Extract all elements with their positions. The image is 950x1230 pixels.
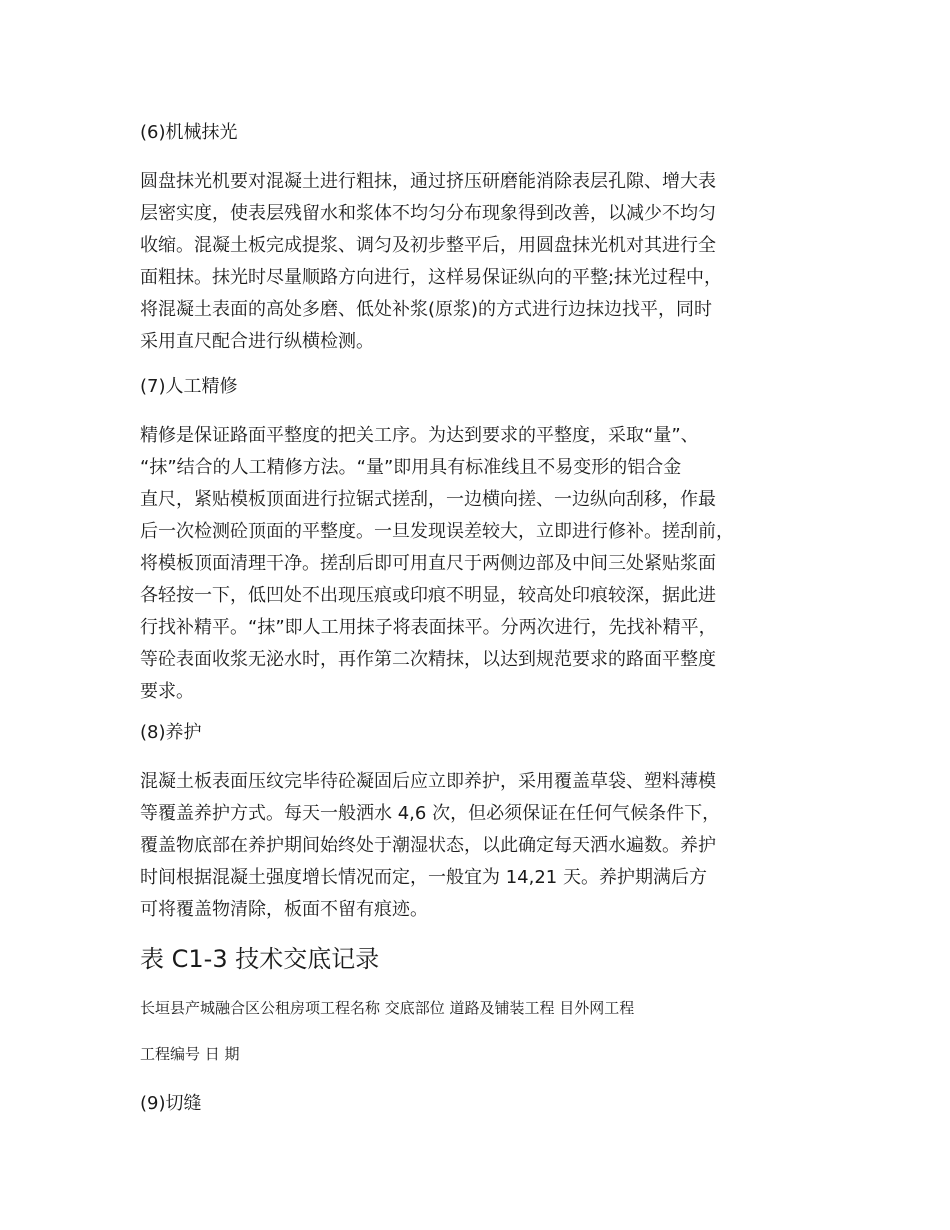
- record-number-line: 工程编号 日 期: [140, 1045, 240, 1063]
- paragraph-line: 各轻按一下，低凹处不出现压痕或印痕不明显，较高处印痕较深，据此进: [140, 585, 716, 606]
- paragraph-line: 等覆盖养护方式。每天一般洒水 4,6 次，但必须保证在任何气候条件下，: [140, 803, 721, 824]
- section-8-paragraph: [140, 766, 830, 926]
- paragraph-line: 将模板顶面清理干净。搓刮后即可用直尺于两侧边部及中间三处紧贴浆面: [140, 553, 716, 574]
- paragraph-line: 层密实度，使表层残留水和浆体不均匀分布现象得到改善，以减少不均匀: [140, 203, 716, 224]
- paragraph-line: 时间根据混凝土强度增长情况而定，一般宜为 14,21 天。养护期满后方: [140, 867, 707, 888]
- paragraph-line: 将混凝土表面的高处多磨、低处补浆(原浆)的方式进行边抹边找平，同时: [140, 299, 713, 320]
- section-7-heading: (7)人工精修: [140, 376, 238, 397]
- paragraph-line: 圆盘抹光机要对混凝土进行粗抹，通过挤压研磨能消除表层孔隙、增大表: [140, 171, 716, 192]
- paragraph-line: 后一次检测砼顶面的平整度。一旦发现误差较大，立即进行修补。搓刮前，: [140, 521, 734, 542]
- section-7-paragraph: [140, 420, 830, 708]
- paragraph-line: 面粗抹。抹光时尽量顺路方向进行，这样易保证纵向的平整;抹光过程中，: [140, 267, 723, 288]
- paragraph-line: 行找补精平。“抹”即人工用抹子将表面抹平。分两次进行，先找补精平，: [140, 617, 717, 638]
- paragraph-line: 混凝土板表面压纹完毕待砼凝固后应立即养护，采用覆盖草袋、塑料薄模: [140, 771, 716, 792]
- paragraph-line: 精修是保证路面平整度的把关工序。为达到要求的平整度，采取“量”、: [140, 425, 699, 446]
- section-8-heading: (8)养护: [140, 722, 202, 743]
- paragraph-line: 可将覆盖物清除，板面不留有痕迹。: [140, 899, 428, 920]
- paragraph-line: “抹”结合的人工精修方法。“量”即用具有标准线且不易变形的铝合金: [140, 457, 682, 478]
- table-title: 表 C1-3 技术交底记录: [140, 945, 380, 973]
- paragraph-line: 要求。: [140, 681, 194, 702]
- section-6-paragraph: [140, 166, 830, 358]
- section-9-heading: (9)切缝: [140, 1093, 202, 1114]
- record-info-line: 长垣县产城融合区公租房项工程名称 交底部位 道路及铺装工程 目外网工程: [140, 999, 635, 1017]
- section-6-heading: (6)机械抹光: [140, 122, 238, 143]
- paragraph-line: 收缩。混凝土板完成提浆、调匀及初步整平后，用圆盘抹光机对其进行全: [140, 235, 716, 256]
- paragraph-line: 直尺，紧贴模板顶面进行拉锯式搓刮，一边横向搓、一边纵向刮移，作最: [140, 489, 716, 510]
- paragraph-line: 覆盖物底部在养护期间始终处于潮湿状态，以此确定每天洒水遍数。养护: [140, 835, 716, 856]
- paragraph-line: 采用直尺配合进行纵横检测。: [140, 331, 374, 352]
- paragraph-line: 等砼表面收浆无泌水时，再作第二次精抹，以达到规范要求的路面平整度: [140, 649, 716, 670]
